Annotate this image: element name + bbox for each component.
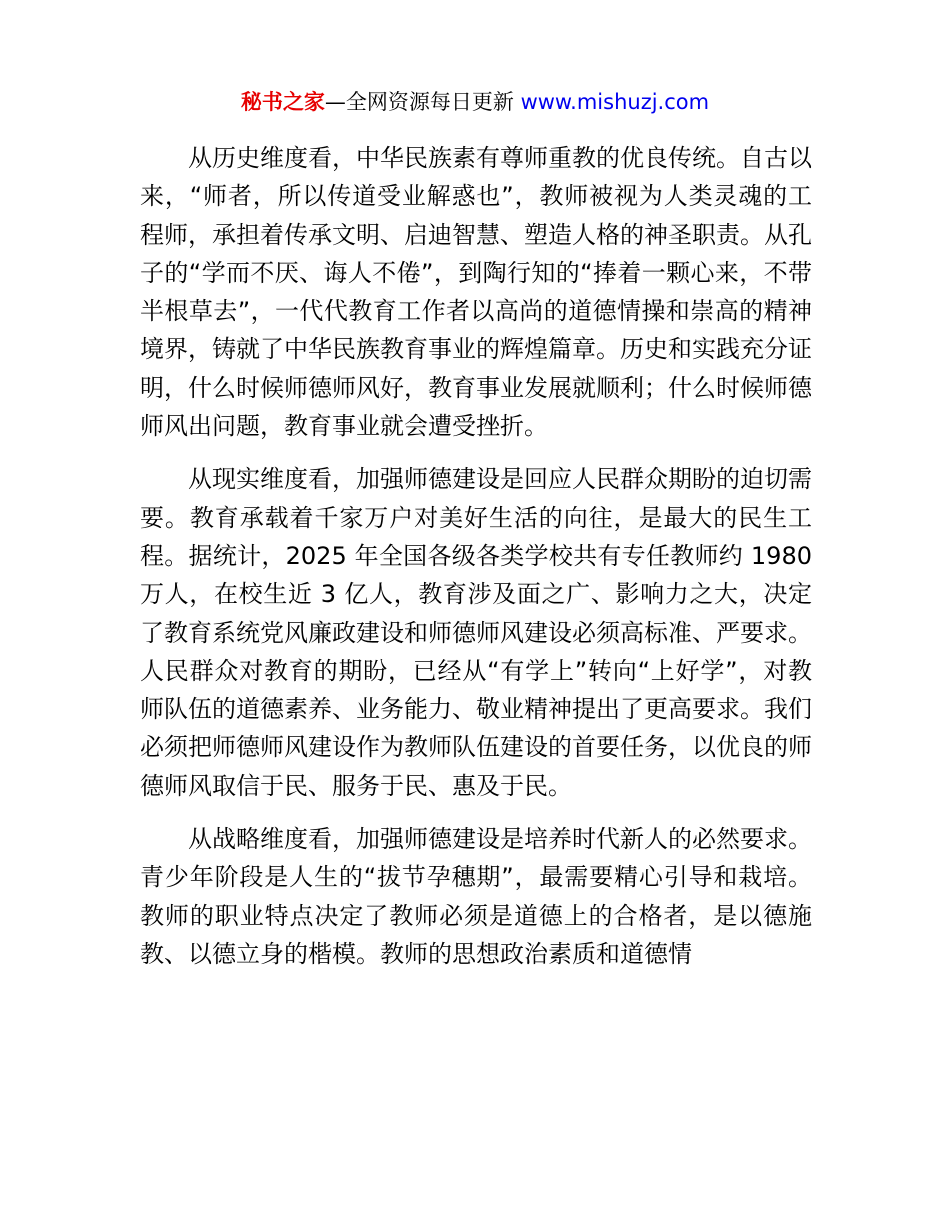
- paragraph-reality: 从现实维度看，加强师德建设是回应人民群众期盼的迫切需要。教育承载着千家万户对美好生活的向往，是最大的民生工程。据统计，2025 年全国各级各类学校共有专任教师约 1980 万人，在校生近 3 亿人，教育涉及面之广、影响力之大，决定了教育系统党风廉政建设和师德师风建设必须高标准、严要求。人民群众对教育的期盼，已经从“有学上”转向“上好学”，对教师队伍的道德素养、业务能力、敬业精神提出了更高要求。我们必须把师德师风建设作为教师队伍建设的首要任务，以优良的师德师风取信于民、服务于民、惠及于民。: [140, 465, 812, 800]
- header-tagline: —全网资源每日更新: [324, 90, 521, 114]
- document-body: [140, 139, 812, 973]
- brand-name: 秘书之家: [240, 90, 325, 114]
- website-link[interactable]: www.mishuzj.com: [520, 90, 710, 114]
- paragraph-history: 从历史维度看，中华民族素有尊师重教的优良传统。自古以来，“师者，所以传道受业解惑也”，教师被视为人类灵魂的工程师，承担着传承文明、启迪智慧、塑造人格的神圣职责。从孔子的“学而不厌、诲人不倦”，到陶行知的“捧着一颗心来，不带半根草去”，一代代教育工作者以高尚的道德情操和崇高的精神境界，铸就了中华民族教育事业的辉煌篇章。历史和实践充分证明，什么时候师德师风好，教育事业发展就顺利；什么时候师德师风出问题，教育事业就会遭受挫折。: [140, 144, 812, 441]
- page-header: [0, 86, 950, 118]
- paragraph-strategy: 从战略维度看，加强师德建设是培养时代新人的必然要求。青少年阶段是人生的“拔节孕穗期”，最需要精心引导和栽培。教师的职业特点决定了教师必须是道德上的合格者，是以德施教、以德立身的楷模。教师的思想政治素质和道德情: [140, 825, 812, 968]
